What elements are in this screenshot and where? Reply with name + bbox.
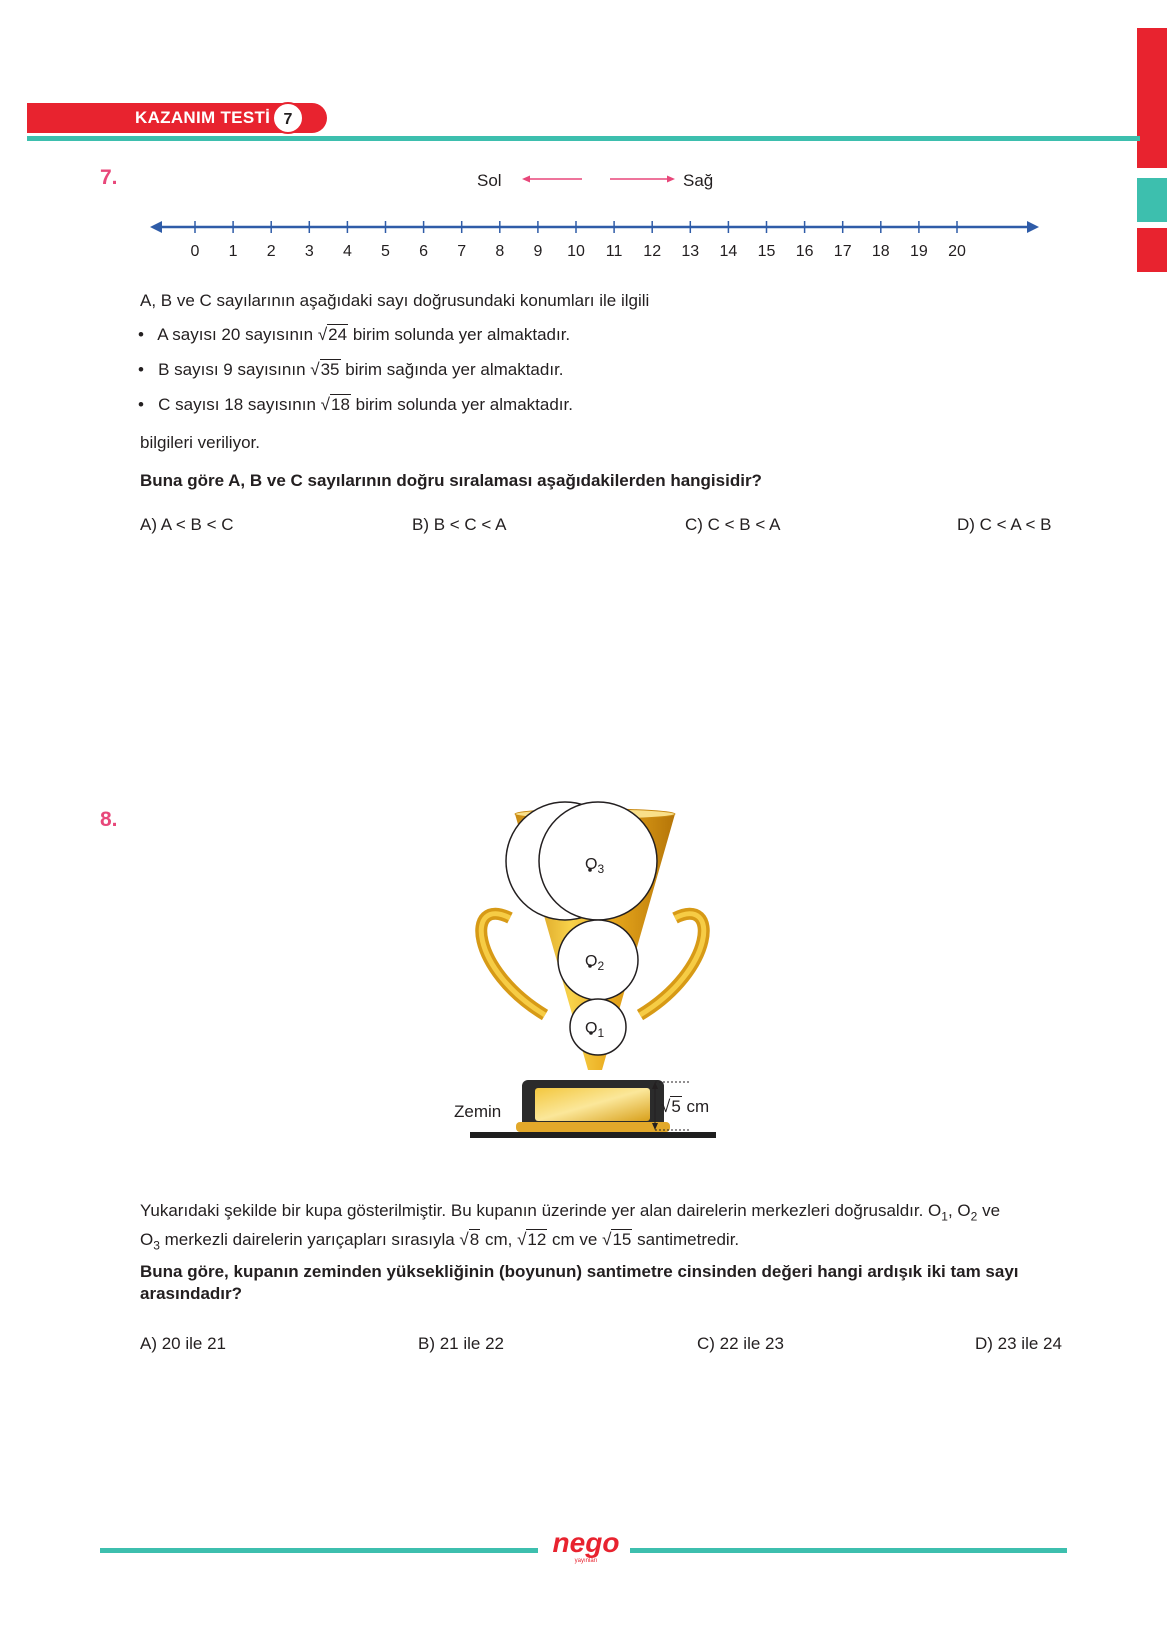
height-label: √5 cm <box>661 1097 710 1116</box>
tick-label: 11 <box>605 243 623 260</box>
tick-label: 20 <box>948 243 966 260</box>
tick-label: 3 <box>304 243 314 260</box>
test-number-badge: 7 <box>272 102 304 134</box>
side-tab-teal <box>1137 178 1167 222</box>
tick-label: 4 <box>342 243 352 260</box>
q7-option-c[interactable]: C) C < B < A <box>685 515 781 534</box>
tick-label: 0 <box>190 243 200 260</box>
side-tab-red-bottom <box>1137 228 1167 272</box>
q8-text-line1 <box>140 1200 1070 1227</box>
logo-sub: yayınları <box>574 1558 598 1564</box>
q8-r3: 15 <box>612 1230 632 1250</box>
o1-sub: 1 <box>597 1026 605 1041</box>
o3-sub: 3 <box>597 862 605 877</box>
tick-label: 10 <box>567 243 585 260</box>
q8-r1: 8 <box>469 1230 480 1250</box>
tick-label: 8 <box>495 243 505 260</box>
footer-rule-right <box>630 1548 1067 1553</box>
height-root: 5 <box>671 1097 681 1116</box>
bullet-b: • B sayısı 9 sayısının √35 birim sağında yer almaktadır. <box>138 360 564 379</box>
q8-text1: Yukarıdaki şekilde bir kupa gösterilmiştir. Bu kupanın üzerinde yer alan dairelerin merkezleri doğrusaldır. O <box>140 1201 942 1220</box>
q8-text2-start: O <box>140 1230 154 1250</box>
q7-question: Buna göre A, B ve C sayılarının doğru sıralaması aşağıdakilerden hangisidir? <box>140 471 762 490</box>
bullet-c-root: 18 <box>330 395 350 414</box>
logo-text: nego <box>552 1527 620 1558</box>
tick-label: 1 <box>228 243 238 260</box>
q8-text1-mid: , O <box>947 1201 971 1220</box>
q8-option-c[interactable]: C) 22 ile 23 <box>697 1334 784 1353</box>
bullet-c: • C sayısı 18 sayısının √18 birim solunda yer almaktadır. <box>138 395 573 414</box>
o3-letter: O <box>585 856 598 873</box>
direction-left-label: Sol <box>477 171 502 190</box>
q8-option-d[interactable]: D) 23 ile 24 <box>975 1334 1062 1353</box>
q8-text2-end: santimetredir. <box>632 1230 740 1250</box>
bullet-dot: • <box>138 360 144 379</box>
bullet-a-root: 24 <box>328 325 348 344</box>
bullet-dot: • <box>138 395 144 414</box>
tick-label: 2 <box>266 243 276 260</box>
o2-letter: O <box>585 953 598 970</box>
header-title: KAZANIM TESTİ <box>135 108 271 127</box>
q8-text-line2: $O_3$ merkezli dairelerin yarıçapları sırasıyla √8 cm, √12 cm ve √15 santimetredir. <box>140 1230 740 1253</box>
q7-intro: A, B ve C sayılarının aşağıdaki sayı doğrusundaki konumları ile ilgili <box>140 291 650 310</box>
bullet-c-post: birim solunda yer almaktadır. <box>355 395 573 414</box>
q7-outro: bilgileri veriliyor. <box>140 433 260 452</box>
header-rule <box>27 136 1140 141</box>
question-7-number: 7. <box>100 166 118 189</box>
q8-text1-sub2: 2 <box>970 1209 978 1224</box>
tick-label: 12 <box>643 243 662 260</box>
bullet-c-pre: C sayısı 18 sayısının <box>158 395 316 414</box>
tick-label: 18 <box>871 243 890 260</box>
bullet-b-pre: B sayısı 9 sayısının <box>158 360 306 379</box>
q8-text <box>140 1200 1070 1257</box>
side-tab-red-top <box>1137 28 1167 168</box>
bullet-b-post: birim sağında yer almaktadır. <box>345 360 564 379</box>
height-unit: cm <box>686 1097 710 1116</box>
q7-option-b[interactable]: B) B < C < A <box>412 515 507 534</box>
tick-label: 7 <box>457 243 467 260</box>
tick-label: 16 <box>795 243 814 260</box>
bullet-b-root: 35 <box>320 360 340 379</box>
circle-label-o1 <box>585 1020 604 1040</box>
direction-right-label: Sağ <box>683 171 714 190</box>
footer-logo <box>545 1528 627 1565</box>
bullet-a-post: birim solunda yer almaktadır. <box>352 325 571 344</box>
q8-question: Buna göre, kupanın zeminden yüksekliğinin (boyunun) santimetre cinsinden değeri hangi ardışık iki tam sayı arasındadır? <box>140 1262 1019 1303</box>
q8-text2-sub: 3 <box>153 1238 160 1253</box>
tick-label: 14 <box>719 243 738 260</box>
circle-label-o2 <box>585 953 604 973</box>
q8-r2: 12 <box>527 1230 547 1250</box>
bullet-dot: • <box>138 325 144 344</box>
tick-label: 15 <box>757 243 776 260</box>
q8-text2-a: merkezli dairelerin yarıçapları sırasıyla <box>159 1230 460 1250</box>
bullet-a: • A sayısı 20 sayısının √24 birim solunda yer almaktadır. <box>138 325 571 344</box>
q8-r1-unit: cm, <box>480 1230 518 1250</box>
tick-label: 5 <box>381 243 390 260</box>
question-8-number: 8. <box>100 808 118 831</box>
number-line <box>150 215 1040 265</box>
ground-label: Zemin <box>454 1102 502 1121</box>
q8-r2-unit: cm ve <box>547 1230 603 1250</box>
tick-label: 19 <box>910 243 928 260</box>
o1-letter: O <box>585 1020 598 1037</box>
tick-label: 9 <box>533 243 543 260</box>
q8-option-b[interactable]: B) 21 ile 22 <box>418 1334 504 1353</box>
tick-label: 6 <box>419 243 429 260</box>
direction-arrows <box>520 172 680 186</box>
footer-rule-left <box>100 1548 538 1553</box>
tick-label: 13 <box>681 243 700 260</box>
q8-text1-sub1: 1 <box>941 1209 948 1224</box>
tick-label: 17 <box>833 243 852 260</box>
q7-option-d[interactable]: D) C < A < B <box>957 515 1052 534</box>
q8-text1-end: ve <box>977 1201 1001 1220</box>
circle-label-o3 <box>585 856 604 876</box>
bullet-a-pre: A sayısı 20 sayısının <box>157 325 314 344</box>
o2-sub: 2 <box>597 959 605 974</box>
q7-option-a[interactable]: A) A < B < C <box>140 515 234 534</box>
q8-option-a[interactable]: A) 20 ile 21 <box>140 1334 226 1353</box>
